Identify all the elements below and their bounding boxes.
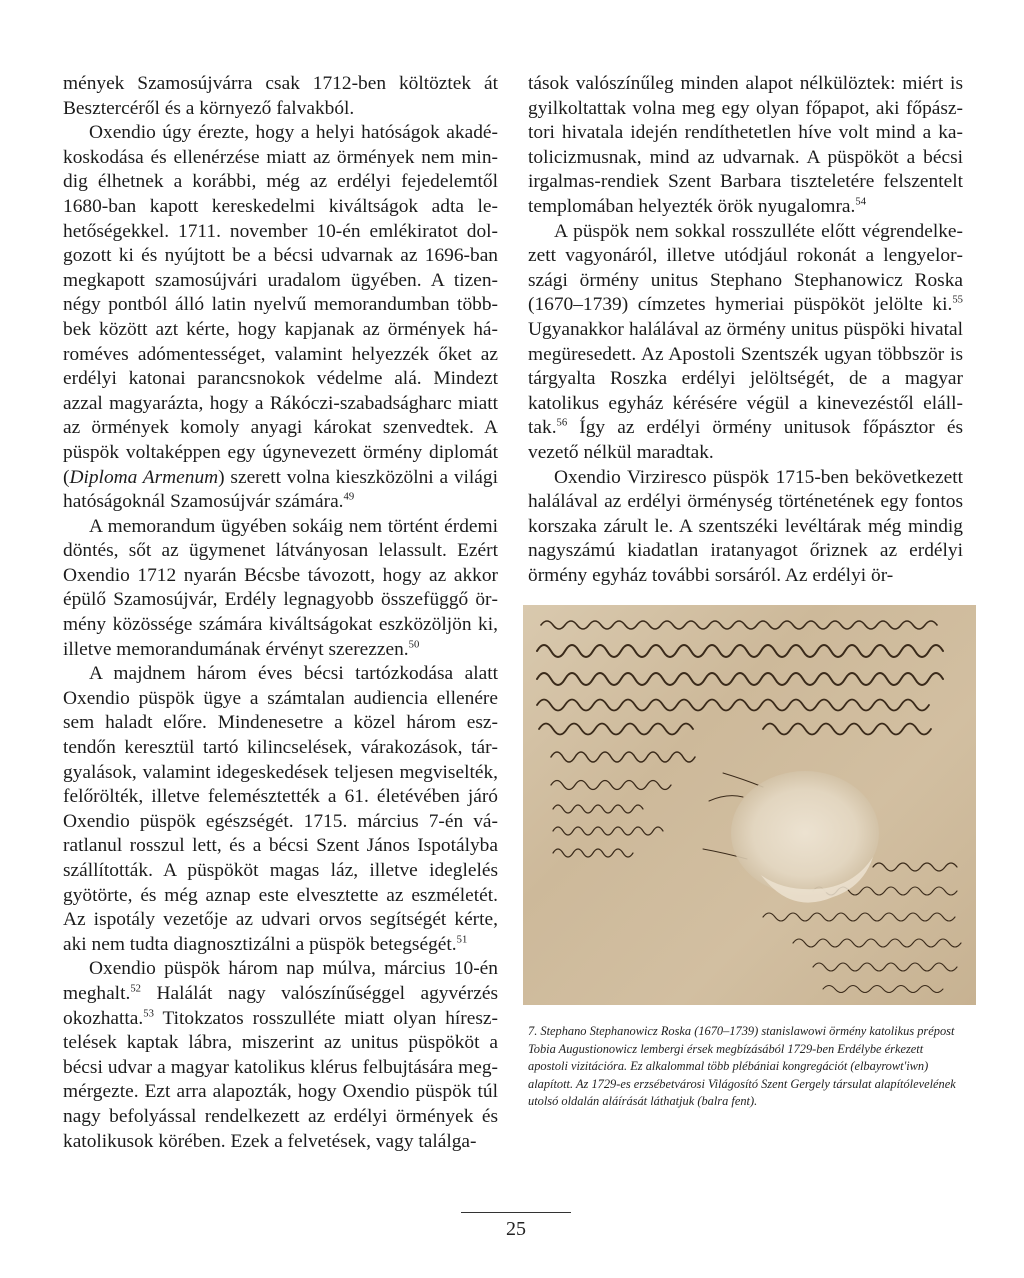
footnote-marker: 54 bbox=[855, 195, 867, 208]
paragraph bbox=[528, 72, 963, 220]
paragraph-text: Így az erdélyi örmény unitusok főpásztor és vezető nélkül maradtak. bbox=[528, 417, 963, 463]
manuscript-handwriting-image bbox=[523, 605, 976, 1005]
paragraph bbox=[63, 121, 498, 515]
footnote-marker: 56 bbox=[556, 416, 568, 429]
footer-rule bbox=[461, 1212, 571, 1213]
paragraph-text: Halálát nagy valószínűséggel agyvérzés okozhatta. bbox=[63, 982, 498, 1029]
paragraph-text: A memorandum ügyében sokáig nem történt érdemi döntés, sőt az ügymenet látványosan lelassult. Ezért Oxendio 1712 nyarán Bécsbe távozott, hogy az akkor épülő Szamosújvár, Erdély legnagyobb összefüggő örmény közössége számára kiváltságokat eszközöljön ki, illetve memorandumának érvényt szerezzen. bbox=[63, 515, 498, 660]
text-column-right bbox=[528, 72, 963, 588]
footnote-marker: 49 bbox=[343, 490, 355, 503]
paragraph-text: Ugyanakkor halálával az örmény unitus püspöki hivatal megüresedett. Az Apostoli Szentszék ugyan többször is tárgyalta Roszka erdélyi jelöltségét, de a magyar katolikus egyház kérésére végül a kinevezéstől elálltak. bbox=[528, 318, 963, 439]
paragraph bbox=[528, 220, 963, 466]
paragraph-text: Oxendio úgy érezte, hogy a helyi hatóságok akadékoskodása és ellenérzése miatt az örmények nem mindig élhetnek a korábbi, még az erdélyi fejedelemtől 1680-ban kapott kereskedelmi kiváltságok adta lehetőségekkel. 1711. november 10-én emlékiratot dolgozott ki és nyújtott be a bécsi udvarnak az 1696-ban megkapott szamosújvári uradalom ügyében. A tizennégy pontból álló latin nyelvű memorandumban többbek között azt kérte, hogy kapjanak az örmények hároméves adómentességet, valamint helyezzék őket az erdélyi katonai parancsnokok védelme alá. Mindezt azzal magyarázta, hogy a Rákóczi-szabadságharc miatt az örmények komoly anyagi károkat szenvedtek. A püspök voltaképpen egy úgynevezett örmény diplomát ( bbox=[63, 122, 498, 488]
paragraph-text: Oxendio Virziresco püspök 1715-ben bekövetkezett halálával az erdélyi örménység történetének egy fontos korszaka zárult le. A szentszéki levéltárak még mindig nagyszámú kiadatlan iratanyagot őriznek az erdélyi örmény egyház további sorsáról. Az erdélyi ör- bbox=[528, 466, 963, 586]
text-column-left bbox=[63, 72, 498, 1154]
footnote-marker: 51 bbox=[456, 933, 468, 946]
paragraph bbox=[63, 957, 498, 1154]
paragraph-text: Oxendio püspök három nap múlva, március 10-én meghalt. bbox=[63, 958, 498, 1004]
footnote-marker: 53 bbox=[143, 1007, 154, 1020]
paragraph bbox=[63, 515, 498, 663]
paragraph bbox=[63, 662, 498, 957]
manuscript-photo bbox=[523, 605, 976, 1005]
paragraph-text: mények Szamosújvárra csak 1712-ben költöztek át Besztercéről és a környező falvakból. bbox=[63, 73, 498, 119]
paragraph-text: ) szerett volna kieszközölni a világi hatóságoknál Szamosújvár számára. bbox=[63, 466, 498, 513]
footnote-marker: 52 bbox=[130, 982, 141, 995]
paragraph-text: tások valószínűleg minden alapot nélkülöztek: miért is gyilkoltattak volna meg egy olyan főpapot, aki főpásztori hivatala idején rendíthetetlen híve volt mind a katolicizmusnak, mind az udvarnak. A püspököt a bécsi irgalmas-rendiek Szent Barbara tiszteletére felszentelt templomában helyezték örök nyugalomra. bbox=[528, 73, 963, 217]
footnote-marker: 55 bbox=[952, 293, 963, 306]
footnote-marker: 50 bbox=[408, 638, 420, 651]
paragraph-text: Titokzatos rosszulléte miatt olyan híresztelések kaptak lábra, miszerint az unitus püspököt a bécsi udvar a magyar katolikus klérus felbujtására megmérgezte. Ezt arra alapozták, hogy Oxendio püspök túl nagy befolyással rendelkezett az erdélyi örmények és katolikusok körében. Ezek a felvetések, vagy találga- bbox=[63, 1007, 498, 1152]
paragraph-text: A püspök nem sokkal rosszulléte előtt végrendelkezett vagyonáról, illetve utódjául rokonát a lengyelországi örmény unitus Stephano Stephanowicz Roska (1670–1739) címzetes hymeriai püspököt jelölte ki. bbox=[528, 220, 963, 316]
italic-term: Diploma Armenum bbox=[69, 466, 219, 488]
paragraph bbox=[528, 466, 963, 589]
page-number: 25 bbox=[506, 1218, 526, 1240]
paragraph bbox=[63, 72, 498, 121]
paragraph-text: A majdnem három éves bécsi tartózkodása alatt Oxendio püspök ügye a számtalan audiencia ellenére sem haladt előre. Mindenesetre a közel három esztendőn keresztül tartó kilincselések, várakozások, tárgyalások, valamint idegeskedések teljesen megviselték, felőrölték, illetve felemésztették a 61. életévében járó Oxendio püspök egészségét. 1715. március 7-én váratlanul rosszul lett, és a bécsi Szent János Ispotályba szállították. A püspököt magas láz, illetve ideglelés gyötörte, és még aznap este elvesztette az eszméletét. Az ispotály vezetője az udvari orvos segítségét kérte, aki nem tudta diagnosztizálni a püspök betegségét. bbox=[63, 663, 498, 955]
figure-caption: 7. Stephano Stephanowicz Roska (1670–1739) stanislawowi örmény katolikus prépost Tobia Augustionowicz lembergi érsek megbízásából 1729-ben Erdélybe érkezett apostoli vizitációra. Ez alkalommal több plébániai kongregációt (elbayrowt'iwn) alapított. Az 1729-es erzsébetvárosi Világosító Szent Gergely társulat alapítólevelének utolsó oldalán aláírását láthatjuk (balra fent). bbox=[528, 1024, 956, 1109]
